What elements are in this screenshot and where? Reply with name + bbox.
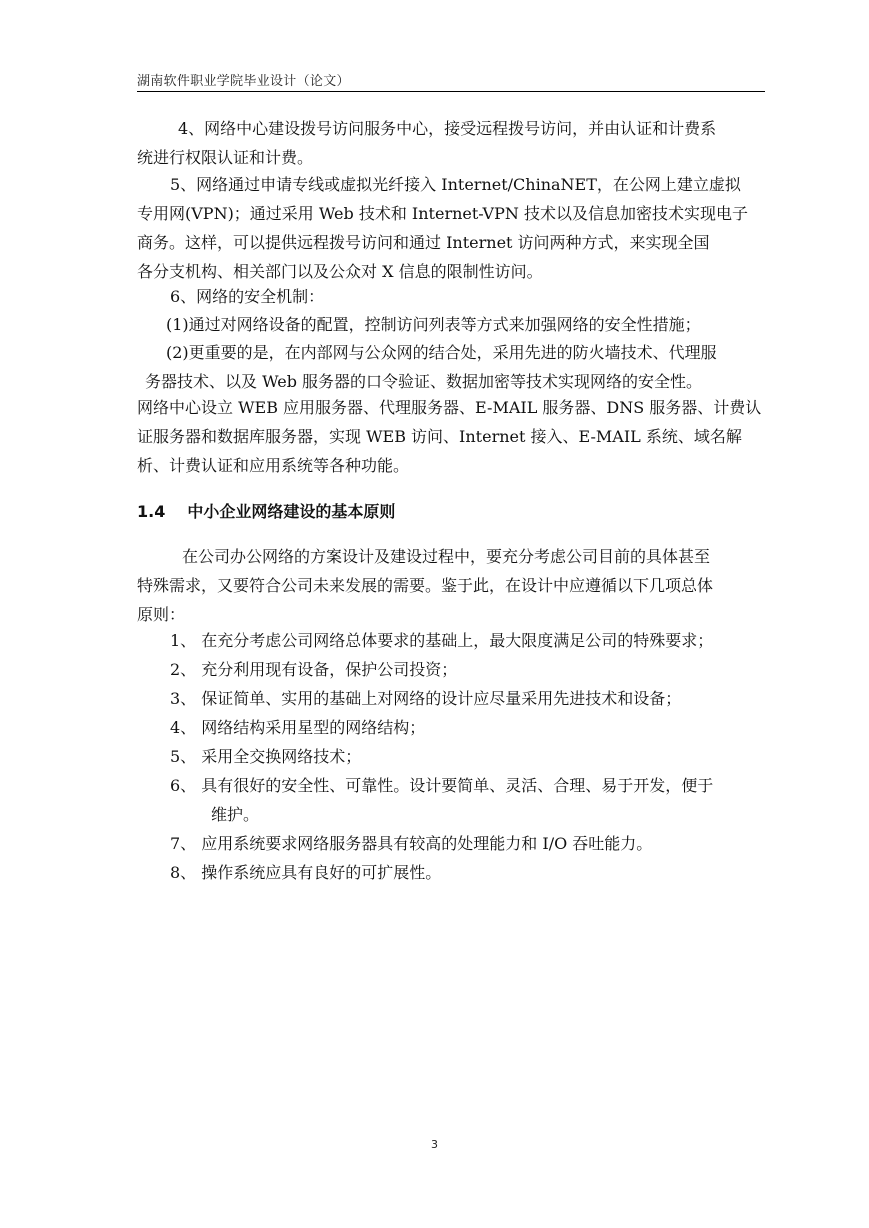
- list-item-number: 3、: [170, 689, 197, 708]
- paragraph-line: 特殊需求，又要符合公司未来发展的需要。鉴于此，在设计中应遵循以下几项总体: [137, 576, 714, 595]
- paragraph-line: 专用网(VPN)；通过采用 Web 技术和 Internet-VPN 技术以及信息加密技术实现电子: [137, 204, 748, 223]
- list-item-number: 4、: [170, 718, 197, 737]
- list-item-number: 1、: [170, 631, 197, 650]
- paragraph-line: 6、网络的安全机制：: [170, 287, 325, 306]
- paragraph-item-6: [137, 282, 767, 311]
- paragraph-line: 各分支机构、相关部门以及公众对 X 信息的限制性访问。: [137, 262, 543, 281]
- paragraph-item-4: [137, 114, 767, 172]
- list-item: [170, 858, 770, 887]
- paragraph-line: 5、网络通过申请专线或虚拟光纤接入 Internet/ChinaNET，在公网上建立虚拟: [170, 175, 741, 194]
- list-item: [170, 829, 770, 858]
- list-item-number: 7、: [170, 834, 197, 853]
- list-item: [170, 771, 770, 800]
- list-item: [170, 713, 770, 742]
- list-item: [170, 626, 770, 655]
- section-number: 1.4: [137, 502, 166, 521]
- list-item: [170, 655, 770, 684]
- list-item-text: 在充分考虑公司网络总体要求的基础上，最大限度满足公司的特殊要求；: [201, 631, 714, 650]
- header-divider: [137, 91, 765, 92]
- list-item: [170, 684, 770, 713]
- principles-list: [170, 626, 770, 887]
- list-item-number: 6、: [170, 776, 197, 795]
- paragraph-line: 商务。这样，可以提供远程拨号访问和通过 Internet 访问两种方式，来实现全国: [137, 233, 710, 252]
- paragraph-line: 网络中心设立 WEB 应用服务器、代理服务器、E-MAIL 服务器、DNS 服务器、计费认: [137, 398, 762, 417]
- paragraph-line: 原则：: [137, 605, 186, 624]
- page-header: 湖南软件职业学院毕业设计（论文）: [137, 74, 350, 89]
- section-intro: [137, 542, 767, 629]
- section-heading: [137, 500, 395, 524]
- list-item-text: 应用系统要求网络服务器具有较高的处理能力和 I/O 吞吐能力。: [201, 834, 653, 853]
- paragraph-line: 务器技术、以及 Web 服务器的口令验证、数据加密等技术实现网络的安全性。: [145, 372, 703, 391]
- list-item-text: 具有很好的安全性、可靠性。设计要简单、灵活、合理、易于开发，便于: [201, 776, 714, 795]
- list-item-text: 保证简单、实用的基础上对网络的设计应尽量采用先进技术和设备；: [201, 689, 682, 708]
- paragraph-line: 4、网络中心建设拨号访问服务中心，接受远程拨号访问，并由认证和计费系: [178, 119, 717, 138]
- list-item: [170, 742, 770, 771]
- list-item-number: 2、: [170, 660, 197, 679]
- paragraph-line: (1)通过对网络设备的配置，控制访问列表等方式来加强网络的安全性措施；: [166, 315, 701, 334]
- list-item-text: 网络结构采用星型的网络结构；: [201, 718, 426, 737]
- page-number: 3: [431, 1138, 438, 1151]
- paragraph-item-6-2: [137, 338, 767, 396]
- paragraph-line: 析、计费认证和应用系统等各种功能。: [137, 456, 410, 475]
- paragraph-line: 在公司办公网络的方案设计及建设过程中，要充分考虑公司目前的具体甚至: [182, 547, 711, 566]
- paragraph-line: 证服务器和数据库服务器，实现 WEB 访问、Internet 接入、E-MAIL 系统、域名解: [137, 427, 742, 446]
- list-item-text: 操作系统应具有良好的可扩展性。: [201, 863, 442, 882]
- section-title: 中小企业网络建设的基本原则: [187, 502, 396, 521]
- paragraph-item-6-1: [137, 310, 767, 339]
- list-item-number: 5、: [170, 747, 197, 766]
- paragraph-network-center: [137, 393, 767, 480]
- paragraph-item-5: [137, 170, 767, 286]
- list-item-continuation: 维护。: [211, 805, 260, 824]
- list-item-text: 采用全交换网络技术；: [201, 747, 362, 766]
- list-item-text: 充分利用现有设备，保护公司投资；: [201, 660, 458, 679]
- paragraph-line: 统进行权限认证和计费。: [137, 148, 314, 167]
- paragraph-line: (2)更重要的是，在内部网与公众网的结合处，采用先进的防火墙技术、代理服: [166, 343, 717, 362]
- list-item-number: 8、: [170, 863, 197, 882]
